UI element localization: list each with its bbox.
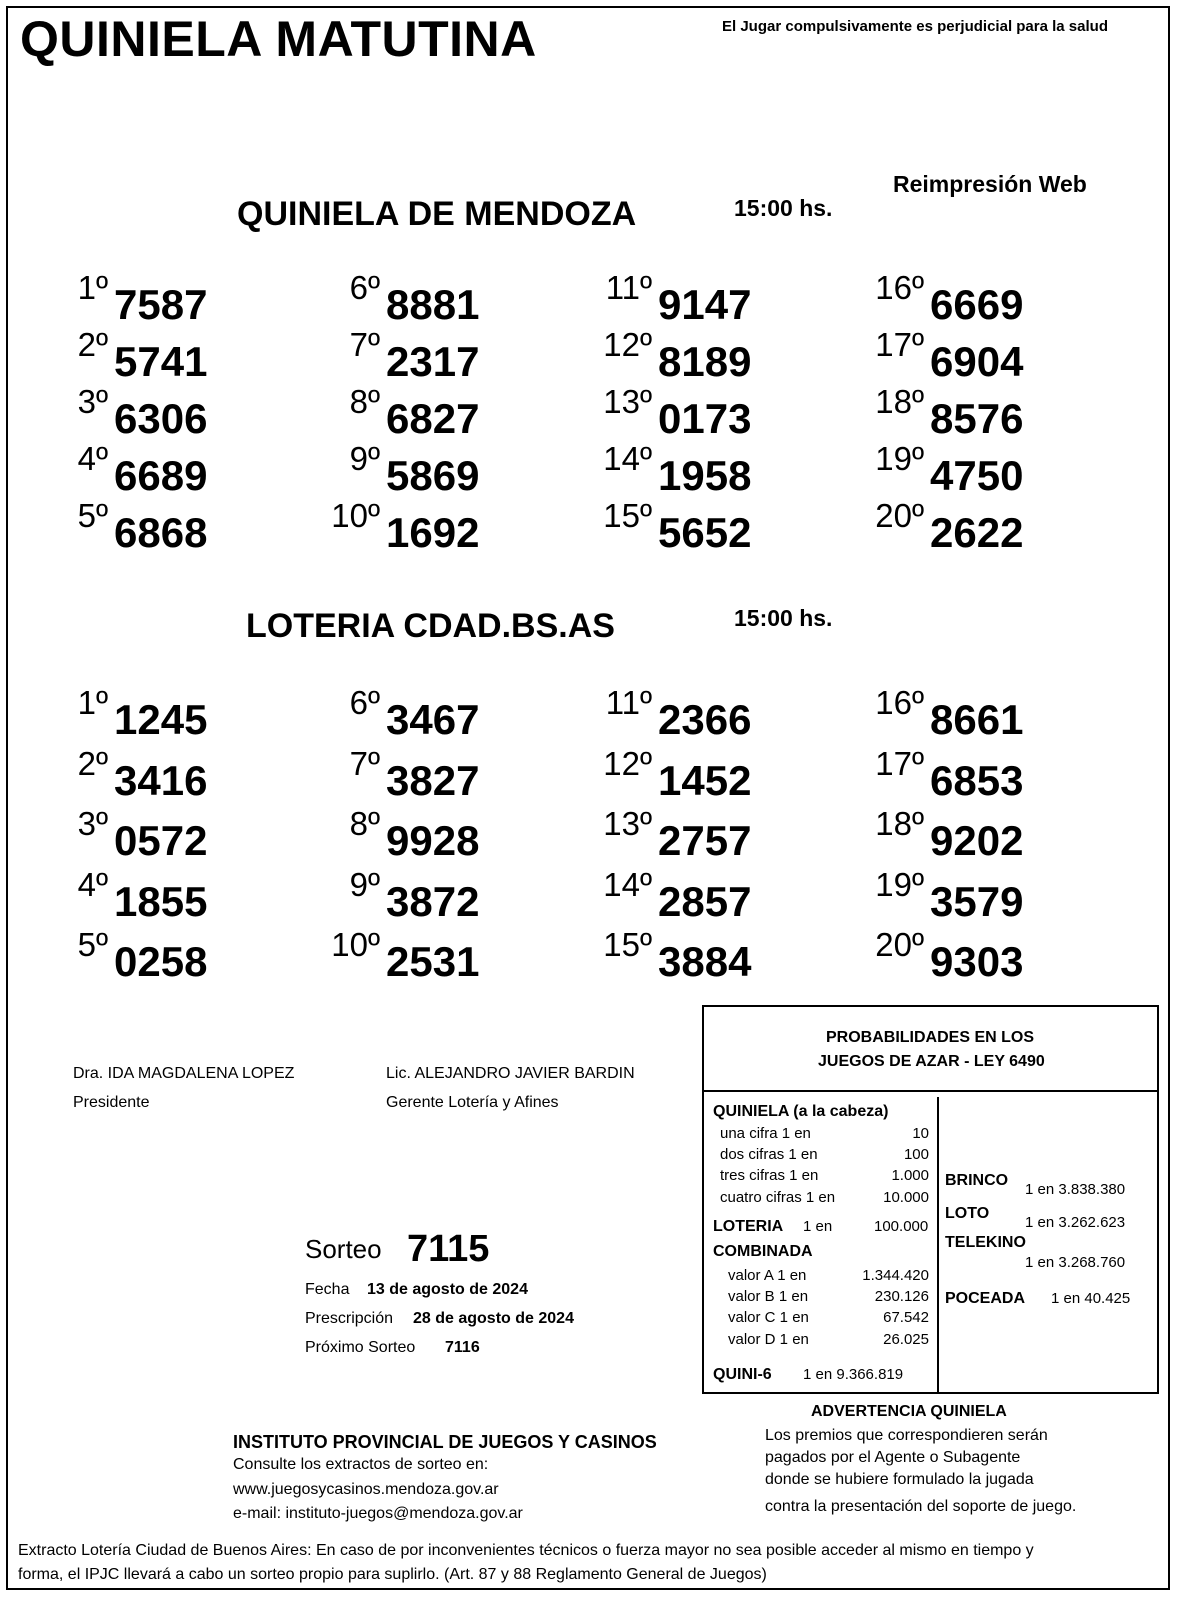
result-number: 2366	[658, 696, 752, 743]
result-position-cell	[542, 805, 652, 867]
result-number: 1855	[114, 877, 208, 925]
institute-name: INSTITUTO PROVINCIAL DE JUEGOS Y CASINOS	[233, 1432, 657, 1452]
result-position-cell	[0, 383, 108, 445]
result-position-cell	[542, 440, 652, 502]
result-number: 5741	[114, 338, 208, 385]
quiniela-prob-value: 10.000	[883, 1189, 929, 1206]
result-position-cell	[270, 383, 380, 445]
result-position: 17º	[875, 744, 924, 782]
result-position: 11º	[605, 269, 652, 306]
result-number-cell	[930, 811, 1080, 867]
result-position: 6º	[349, 269, 380, 306]
result-number: 1958	[658, 452, 752, 499]
result-number: 0173	[658, 395, 752, 442]
quini6-prob-label: QUINI-6	[713, 1366, 772, 1383]
quiniela-prob-value: 10	[912, 1125, 929, 1142]
result-position-cell	[542, 865, 652, 928]
advertencia-line: donde se hubiere formulado la jugada	[765, 1471, 1034, 1488]
result-position-cell	[814, 497, 924, 559]
result-number-cell	[658, 275, 808, 331]
result-number-cell	[114, 503, 264, 559]
result-position: 16º	[875, 684, 924, 721]
loto-prob-label: LOTO	[945, 1205, 990, 1222]
result-position: 13º	[603, 805, 652, 842]
advertencia-title: ADVERTENCIA QUINIELA	[811, 1403, 1007, 1420]
result-position-cell	[814, 805, 924, 867]
brinco-prob-label: BRINCO	[945, 1172, 1009, 1189]
result-number-cell	[930, 690, 1080, 746]
result-position-cell	[0, 926, 108, 988]
section-time-loteria: 15:00 hs.	[734, 605, 833, 631]
loteria-prob-en: 1 en	[803, 1218, 833, 1235]
result-number: 3884	[658, 938, 752, 985]
result-position: 3º	[77, 805, 108, 842]
result-number: 9303	[930, 938, 1024, 985]
result-position: 15º	[603, 497, 652, 534]
institute-email-link[interactable]: e-mail: instituto-juegos@mendoza.gov.ar	[233, 1505, 523, 1522]
result-position: 1º	[77, 684, 108, 721]
section-time-mendoza: 15:00 hs.	[734, 195, 833, 221]
result-number-cell	[658, 872, 808, 928]
result-number-cell	[386, 690, 536, 746]
poceada-prob-value: 1 en 40.425	[1051, 1290, 1131, 1307]
result-position: 5º	[77, 497, 108, 534]
result-number-cell	[386, 446, 536, 502]
result-position: 4º	[77, 440, 108, 477]
result-number-cell	[658, 389, 808, 445]
result-position-cell	[542, 926, 652, 988]
result-position-cell	[542, 269, 652, 331]
result-number: 3827	[386, 756, 480, 804]
result-number: 1452	[658, 756, 752, 804]
result-number: 8189	[658, 338, 752, 385]
result-position-cell	[814, 684, 924, 746]
advertencia-line: pagados por el Agente o Subagente	[765, 1449, 1021, 1466]
loteria-prob-label: LOTERIA	[713, 1218, 784, 1235]
result-number-cell	[114, 690, 264, 746]
institute-website-link[interactable]: www.juegosycasinos.mendoza.gov.ar	[233, 1481, 499, 1498]
result-position: 10º	[331, 926, 380, 963]
probabilities-header-divider	[702, 1090, 1159, 1092]
quiniela-prob-label: dos cifras 1 en	[720, 1146, 818, 1163]
result-position-cell	[0, 805, 108, 867]
sorteo-number: 7115	[407, 1228, 490, 1270]
result-number: 9928	[386, 817, 480, 864]
result-number: 6689	[114, 452, 208, 499]
result-number-cell	[386, 332, 536, 388]
section-title-loteria: LOTERIA CDAD.BS.AS	[246, 607, 615, 645]
result-number-cell	[386, 751, 536, 807]
result-number: 2857	[658, 877, 752, 925]
advertencia-line: contra la presentación del soporte de juego.	[765, 1498, 1077, 1515]
telekino-prob-label: TELEKINO	[945, 1234, 1026, 1251]
result-position-cell	[814, 744, 924, 807]
signature-left-role: Presidente	[73, 1094, 150, 1111]
result-position-cell	[270, 805, 380, 867]
result-position-cell	[270, 326, 380, 388]
result-position: 12º	[603, 744, 652, 782]
result-number: 9202	[930, 817, 1024, 864]
health-warning: El Jugar compulsivamente es perjudicial para la salud	[722, 18, 1108, 35]
result-number: 1245	[114, 696, 208, 743]
result-position-cell	[270, 440, 380, 502]
result-position-cell	[814, 269, 924, 331]
prescripcion-value: 28 de agosto de 2024	[413, 1310, 574, 1327]
reprint-label: Reimpresión Web	[893, 171, 1087, 197]
result-position: 2º	[77, 744, 108, 782]
result-position-cell	[542, 497, 652, 559]
result-number: 9147	[658, 281, 752, 328]
brinco-prob-value: 1 en 3.838.380	[1025, 1181, 1126, 1198]
result-position: 8º	[349, 383, 380, 420]
result-number: 8576	[930, 395, 1024, 442]
result-number: 2531	[386, 938, 480, 985]
combinada-prob-value: 1.344.420	[862, 1267, 929, 1284]
result-number: 6827	[386, 395, 480, 442]
footer-disclaimer-line2: forma, el IPJC llevará a cabo un sorteo propio para suplirlo. (Art. 87 y 88 Reglamento General de Juegos)	[18, 1566, 767, 1583]
result-number: 0258	[114, 938, 208, 985]
poceada-prob-label: POCEADA	[945, 1290, 1026, 1307]
combinada-prob-value: 26.025	[883, 1331, 929, 1348]
result-number: 7587	[114, 281, 208, 328]
result-number-cell	[658, 932, 808, 988]
result-number: 6306	[114, 395, 208, 442]
quiniela-prob-label: una cifra 1 en	[720, 1125, 811, 1142]
result-position-cell	[542, 744, 652, 807]
result-number-cell	[658, 503, 808, 559]
footer-disclaimer-line1: Extracto Lotería Ciudad de Buenos Aires: En caso de por inconvenientes técnicos o fuerza mayor no sea posible acceder al mismo en tiempo y	[18, 1542, 1034, 1559]
result-number: 4750	[930, 452, 1024, 499]
result-position-cell	[814, 440, 924, 502]
result-number: 2317	[386, 338, 480, 385]
result-position: 15º	[603, 926, 652, 963]
result-number-cell	[114, 932, 264, 988]
result-position: 1º	[77, 269, 108, 306]
signature-right-name: Lic. ALEJANDRO JAVIER BARDIN	[386, 1065, 635, 1082]
combinada-prob-value: 230.126	[874, 1288, 929, 1305]
fecha-value: 13 de agosto de 2024	[367, 1281, 528, 1298]
combinada-prob-label: valor B 1 en	[728, 1288, 809, 1305]
result-position-cell	[814, 926, 924, 988]
result-position: 17º	[875, 326, 924, 363]
result-number-cell	[114, 446, 264, 502]
result-number-cell	[658, 690, 808, 746]
quiniela-prob-value: 1.000	[891, 1167, 929, 1184]
result-number-cell	[930, 872, 1080, 928]
result-number: 0572	[114, 817, 208, 864]
quiniela-prob-label: tres cifras 1 en	[720, 1167, 819, 1184]
result-position: 2º	[77, 326, 108, 363]
result-number-cell	[114, 872, 264, 928]
combinada-prob-title: COMBINADA	[713, 1243, 813, 1260]
result-position: 9º	[349, 440, 380, 477]
result-position: 3º	[77, 383, 108, 420]
result-number-cell	[930, 332, 1080, 388]
result-position: 7º	[349, 744, 380, 782]
result-position: 19º	[875, 865, 924, 903]
result-number-cell	[930, 446, 1080, 502]
result-number-cell	[114, 275, 264, 331]
sorteo-label: Sorteo	[305, 1234, 382, 1264]
result-number: 5652	[658, 509, 752, 556]
result-position: 20º	[875, 926, 924, 963]
result-number-cell	[386, 275, 536, 331]
result-number-cell	[386, 503, 536, 559]
result-position: 6º	[349, 684, 380, 721]
result-number: 3579	[930, 877, 1024, 925]
probabilities-title-line2: JUEGOS DE AZAR - LEY 6490	[818, 1053, 1045, 1070]
combinada-prob-label: valor C 1 en	[728, 1309, 809, 1326]
result-position-cell	[542, 684, 652, 746]
result-position: 9º	[349, 865, 380, 903]
result-number-cell	[930, 751, 1080, 807]
result-number-cell	[658, 751, 808, 807]
result-position: 20º	[875, 497, 924, 534]
quiniela-prob-value: 100	[903, 1146, 929, 1163]
result-number-cell	[658, 811, 808, 867]
result-number: 5869	[386, 452, 480, 499]
result-number-cell	[386, 872, 536, 928]
quiniela-prob-label: cuatro cifras 1 en	[720, 1189, 836, 1206]
result-position-cell	[270, 865, 380, 928]
result-number: 6853	[930, 756, 1024, 804]
result-position: 18º	[875, 383, 924, 420]
result-number-cell	[930, 275, 1080, 331]
result-position-cell	[814, 326, 924, 388]
section-title-mendoza: QUINIELA DE MENDOZA	[237, 195, 637, 233]
result-number: 2757	[658, 817, 752, 864]
result-position-cell	[0, 865, 108, 928]
result-position-cell	[270, 269, 380, 331]
result-position: 11º	[605, 684, 652, 721]
result-position-cell	[270, 744, 380, 807]
signature-left-name: Dra. IDA MAGDALENA LOPEZ	[73, 1065, 295, 1082]
loto-prob-value: 1 en 3.262.623	[1025, 1214, 1126, 1231]
probabilities-title-line1: PROBABILIDADES EN LOS	[826, 1029, 1035, 1046]
result-position: 8º	[349, 805, 380, 842]
result-number-cell	[930, 932, 1080, 988]
result-position-cell	[0, 269, 108, 331]
quiniela-prob-title: QUINIELA (a la cabeza)	[713, 1103, 889, 1120]
result-position-cell	[0, 440, 108, 502]
result-position-cell	[542, 326, 652, 388]
result-number-cell	[386, 932, 536, 988]
combinada-prob-value: 67.542	[883, 1309, 929, 1326]
result-number-cell	[114, 751, 264, 807]
result-number-cell	[114, 332, 264, 388]
result-number-cell	[114, 811, 264, 867]
result-number: 6868	[114, 509, 208, 556]
result-position-cell	[0, 684, 108, 746]
result-number: 3416	[114, 756, 208, 804]
result-position-cell	[270, 497, 380, 559]
fecha-label: Fecha	[305, 1281, 350, 1298]
result-number-cell	[114, 389, 264, 445]
result-number: 3467	[386, 696, 480, 743]
result-number-cell	[658, 446, 808, 502]
proximo-sorteo-label: Próximo Sorteo	[305, 1339, 416, 1356]
proximo-sorteo-value: 7116	[445, 1339, 480, 1356]
prescripcion-label: Prescripción	[305, 1310, 394, 1327]
result-position-cell	[0, 744, 108, 807]
quini6-prob-value: 1 en 9.366.819	[803, 1366, 904, 1383]
result-number-cell	[930, 389, 1080, 445]
result-position: 5º	[77, 926, 108, 963]
result-number: 6904	[930, 338, 1024, 385]
result-number: 6669	[930, 281, 1024, 328]
probabilities-column-divider	[937, 1097, 939, 1394]
result-position-cell	[0, 497, 108, 559]
result-position: 16º	[875, 269, 924, 306]
telekino-prob-value: 1 en 3.268.760	[1025, 1254, 1126, 1271]
result-position-cell	[270, 684, 380, 746]
result-position: 13º	[603, 383, 652, 420]
combinada-prob-label: valor A 1 en	[728, 1267, 807, 1284]
result-position: 14º	[603, 865, 652, 903]
signature-right-role: Gerente Lotería y Afines	[386, 1094, 559, 1111]
result-number: 3872	[386, 877, 480, 925]
result-number-cell	[386, 811, 536, 867]
result-number: 8661	[930, 696, 1024, 743]
combinada-prob-label: valor D 1 en	[728, 1331, 809, 1348]
page-title: QUINIELA MATUTINA	[20, 11, 537, 67]
result-number-cell	[930, 503, 1080, 559]
result-position: 14º	[603, 440, 652, 477]
result-position: 19º	[875, 440, 924, 477]
advertencia-line: Los premios que correspondieren serán	[765, 1427, 1048, 1444]
result-position-cell	[270, 926, 380, 988]
result-position-cell	[0, 326, 108, 388]
result-position: 10º	[331, 497, 380, 534]
result-position-cell	[814, 383, 924, 445]
result-position: 7º	[349, 326, 380, 363]
result-number-cell	[386, 389, 536, 445]
result-number: 8881	[386, 281, 480, 328]
result-number: 1692	[386, 509, 480, 556]
loteria-prob-value: 100.000	[874, 1218, 929, 1235]
result-position: 18º	[875, 805, 924, 842]
result-position-cell	[814, 865, 924, 928]
result-position: 4º	[77, 865, 108, 903]
result-number-cell	[658, 332, 808, 388]
result-position: 12º	[603, 326, 652, 363]
result-position-cell	[542, 383, 652, 445]
result-number: 2622	[930, 509, 1024, 556]
institute-consult-text: Consulte los extractos de sorteo en:	[233, 1456, 489, 1473]
